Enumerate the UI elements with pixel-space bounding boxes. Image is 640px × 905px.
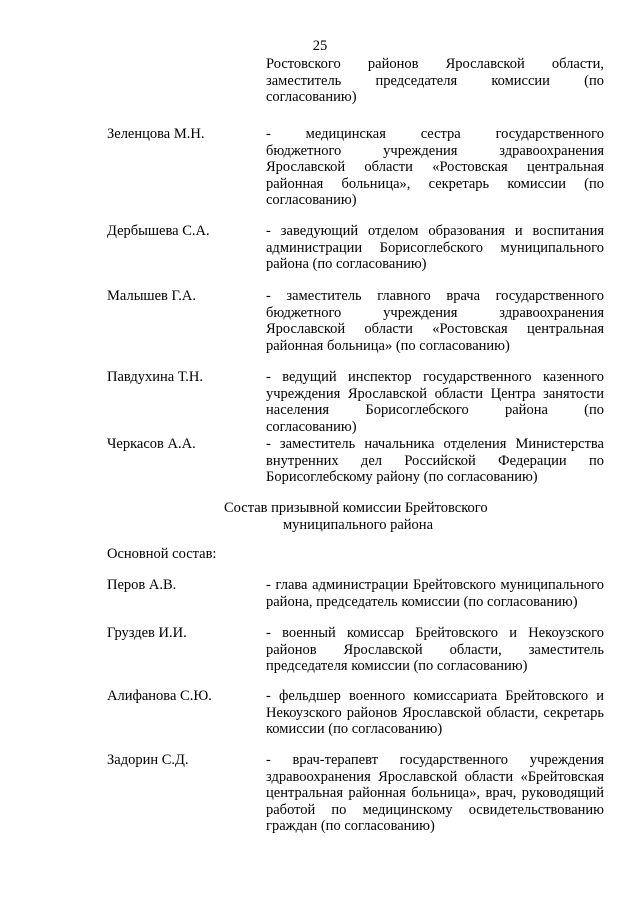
- section-title-line: Состав призывной комиссии Брейтовского: [224, 500, 488, 516]
- member-name: Задорин С.Д.: [107, 752, 189, 768]
- description-line: - военный комиссар Брейтовского и Некоузского: [266, 625, 604, 641]
- description-line: бюджетного учреждения здравоохранения: [266, 304, 604, 321]
- description-line: здравоохранения Ярославской области «Брейтовская: [266, 768, 604, 785]
- member-name: Алифанова С.Ю.: [107, 688, 212, 704]
- section-title-line: муниципального района: [283, 517, 433, 533]
- description-line: - врач-терапевт государственного учреждения: [266, 752, 604, 768]
- description-line: согласованию): [266, 192, 357, 208]
- member-name: Перов А.В.: [107, 577, 177, 593]
- member-description: [266, 436, 604, 486]
- description-line: - заместитель главного врача государственного: [266, 288, 604, 304]
- description-line: комиссии (по согласованию): [266, 721, 443, 737]
- description-line: - глава администрации Брейтовского муниципального: [266, 577, 604, 593]
- member-name: Черкасов А.А.: [107, 436, 196, 452]
- description-line: - медицинская сестра государственного: [266, 126, 604, 142]
- member-description: [266, 369, 604, 435]
- description-line: Борисоглебскому району (по согласованию): [266, 469, 538, 485]
- page-number: 25: [312, 38, 328, 54]
- description-line: Некоузского районов Ярославской области, секретарь: [266, 704, 604, 721]
- member-name: Груздев И.И.: [107, 625, 187, 641]
- description-line: Ростовского районов Ярославской области,: [266, 56, 604, 72]
- description-line: учреждения Ярославской области Центра занятости: [266, 385, 604, 402]
- member-name: Малышев Г.А.: [107, 288, 196, 304]
- description-line: согласованию): [266, 89, 357, 105]
- description-line: председателя комиссии (по согласованию): [266, 658, 528, 674]
- member-name: Дербышева С.А.: [107, 223, 210, 239]
- description-line: района (по согласованию): [266, 256, 427, 272]
- description-line: граждан (по согласованию): [266, 818, 435, 834]
- member-description: [266, 688, 604, 738]
- description-line: заместитель председателя комиссии (по: [266, 72, 604, 89]
- description-line: центральная районная больница», врач, руководящий: [266, 785, 604, 801]
- member-description: [266, 126, 604, 209]
- member-description: [266, 625, 604, 675]
- description-line: работой по медицинскому освидетельствованию: [266, 801, 604, 818]
- member-name: Павдухина Т.Н.: [107, 369, 203, 385]
- description-line: - ведущий инспектор государственного казенного: [266, 369, 604, 385]
- description-line: районная больница», секретарь комиссии (по: [266, 175, 604, 192]
- description-line: Ярославской области «Ростовская центральная: [266, 321, 604, 337]
- description-line: районная больница» (по согласованию): [266, 337, 510, 354]
- description-line: согласованию): [266, 418, 357, 435]
- description-line: - заведующий отделом образования и воспитания: [266, 223, 604, 239]
- description-line: населения Борисоглебского района (по: [266, 402, 604, 418]
- description-line: районов Ярославской области, заместитель: [266, 641, 604, 658]
- description-line: - заместитель начальника отделения Министерства: [266, 436, 604, 452]
- description-line: внутренних дел Российской Федерации по: [266, 452, 604, 469]
- continuation-description: [266, 56, 604, 106]
- member-description: [266, 577, 604, 610]
- member-description: [266, 752, 604, 835]
- section-subheading: Основной состав:: [107, 546, 217, 562]
- member-description: [266, 288, 604, 354]
- description-line: района, председатель комиссии (по согласованию): [266, 593, 578, 610]
- member-name: Зеленцова М.Н.: [107, 126, 205, 142]
- description-line: администрации Борисоглебского муниципального: [266, 239, 604, 256]
- description-line: - фельдшер военного комиссариата Брейтовского и: [266, 688, 604, 704]
- description-line: Ярославской области «Ростовская центральная: [266, 159, 604, 175]
- member-description: [266, 223, 604, 273]
- description-line: бюджетного учреждения здравоохранения: [266, 142, 604, 159]
